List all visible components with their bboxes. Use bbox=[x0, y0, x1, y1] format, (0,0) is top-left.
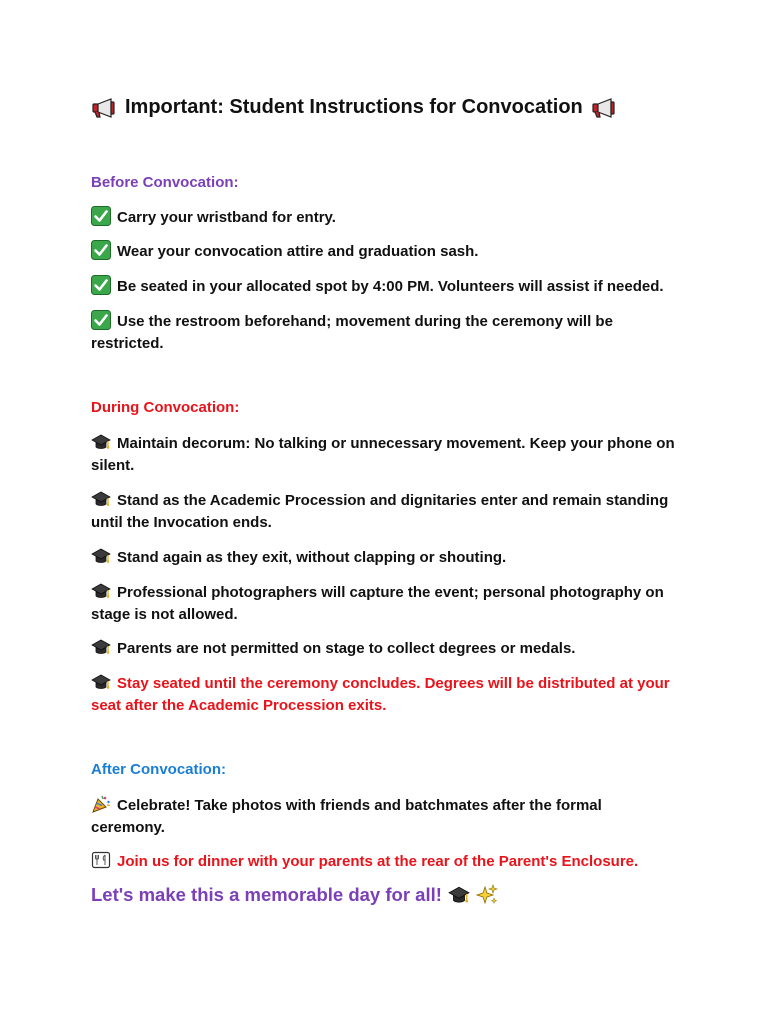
check-mark-icon bbox=[91, 240, 111, 260]
list-item: Be seated in your allocated spot by 4:00 PM. Volunteers will assist if needed. bbox=[91, 275, 691, 298]
graduation-cap-icon bbox=[91, 672, 111, 692]
dinner-icon bbox=[91, 850, 111, 870]
megaphone-icon bbox=[591, 97, 617, 119]
page-title-text: Important: Student Instructions for Convocation bbox=[125, 96, 583, 118]
list-item: Carry your wristband for entry. bbox=[91, 206, 691, 229]
megaphone-icon bbox=[91, 97, 117, 119]
list-item: Maintain decorum: No talking or unnecessary movement. Keep your phone on silent. bbox=[91, 432, 681, 477]
list-item: Stand as the Academic Procession and dignitaries enter and remain standing until the Invocation ends. bbox=[91, 489, 691, 534]
list-item: Wear your convocation attire and graduation sash. bbox=[91, 240, 691, 263]
graduation-cap-icon bbox=[91, 546, 111, 566]
closing-text: Let's make this a memorable day for all! bbox=[91, 884, 442, 905]
page-title bbox=[91, 96, 617, 119]
list-item: Celebrate! Take photos with friends and batchmates after the formal ceremony. bbox=[91, 794, 651, 839]
graduation-cap-icon bbox=[91, 637, 111, 657]
check-mark-icon bbox=[91, 275, 111, 295]
check-mark-icon bbox=[91, 206, 111, 226]
sparkles-icon bbox=[476, 884, 498, 906]
check-mark-icon bbox=[91, 310, 111, 330]
list-item: Stand again as they exit, without clapping or shouting. bbox=[91, 546, 691, 569]
before-convocation-heading: Before Convocation: bbox=[91, 174, 239, 191]
list-item: Use the restroom beforehand; movement during the ceremony will be restricted. bbox=[91, 310, 651, 355]
list-item: Professional photographers will capture the event; personal photography on stage is not allowed. bbox=[91, 581, 691, 626]
during-convocation-heading: During Convocation: bbox=[91, 399, 240, 416]
graduation-cap-icon bbox=[91, 581, 111, 601]
graduation-cap-icon bbox=[91, 432, 111, 452]
highlight-text: Stay seated until the ceremony concludes. Degrees will be distributed at your seat after the Academic Procession exits. bbox=[91, 675, 670, 714]
list-item bbox=[91, 850, 711, 873]
party-popper-icon bbox=[91, 794, 111, 814]
after-convocation-heading: After Convocation: bbox=[91, 761, 226, 778]
closing-message bbox=[91, 884, 498, 906]
graduation-cap-icon bbox=[91, 489, 111, 509]
highlight-text: Join us for dinner with your parents at the rear of the Parent's Enclosure. bbox=[117, 853, 639, 870]
list-item bbox=[91, 672, 671, 717]
graduation-cap-icon bbox=[448, 884, 470, 906]
list-item: Parents are not permitted on stage to collect degrees or medals. bbox=[91, 637, 691, 660]
